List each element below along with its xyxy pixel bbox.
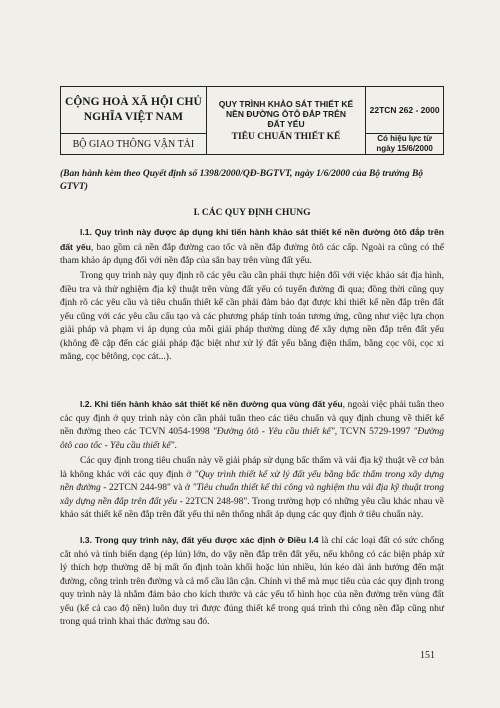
title-line3: ĐẤT YẾU [267,119,305,129]
paragraph-1-1 [60,226,444,269]
title-line2: NỀN ĐƯỜNG ÔTÔ ĐẮP TRÊN [226,109,346,119]
country-name [61,87,207,134]
clause-1-2-ref-b: "Đường ôtô cao tốc - Yêu cầu thiết kế" [60,427,444,451]
clause-1-2-lead: I.2. Khi tiến hành khảo sát thiết kế nền đường qua vùng đất yếu [80,399,343,409]
clause-1-3-text: là chỉ các loại đất có sức chống cắt nhỏ và tính biến dạng (ép lún) lớn, do vậy nền đắp trên đất yếu, nếu không có các biện pháp xử lý thích hợp thường dễ bị mất ổn định toàn khối hoặc lún nhiều, lún kéo dài ảnh hưởng đến mặt đường, công trình trên đường và cả mố cầu lân cận. Chính vì thế mà mục tiêu của các quy định trong quy trình này là nhằm đảm bảo cho kích thước và các yếu tố hình học của nền đường trên vùng đất yếu (kể cả cao độ nền) luôn duy trì được đúng thiết kế trong quá trình thi công nền đắp cũng như trong quá trình khai thác đường sau đó. [60,536,444,627]
header-table [60,86,444,155]
standard-type: TIÊU CHUẨN THIẾT KẾ [231,132,341,142]
standards-ref-b: "Tiêu chuẩn thiết kế thi công và nghiệm thu vải địa kỹ thuật trong xây dựng nền đắp trên đất yếu [60,483,444,507]
issuance-note: (Ban hành kèm theo Quyết định số 1398/2000/QĐ-BGTVT, ngày 1/6/2000 của Bộ trưởng Bộ GTVT) [60,169,424,192]
clause-1-1-text: , bao gồm cả nền đắp đường cao tốc và nền đắp đường ôtô các cấp. Ngoài ra cũng có thể tham khảo áp dụng đối với nền đắp của sân bay trên vùng đất yếu. [60,242,444,266]
clause-1-1-lead: I.1. Quy trình này được áp dụng khi tiến hành khảo sát thiết kế nền đường ôtô đắp trên đất yếu [60,227,444,252]
paragraph-1-3 [60,534,444,630]
effective-line2: ngày 15/6/2000 [376,144,433,153]
clause-1-3-lead: I.3. Trong quy trình này, đất yếu được xác định ở Điều I.4 [80,535,319,545]
standards-text-a: Các quy định trong tiêu chuẩn này về giải pháp sử dụng bấc thấm và vải địa kỹ thuật về cơ bản là không khác với các quy định ở [60,456,444,480]
country-name-line1: CỘNG HOÀ XÃ HỘI CHỦ [65,96,202,108]
clause-1-2-text-c: . [174,440,177,451]
standard-code: 22TCN 262 - 2000 [366,87,444,134]
title-line1: QUY TRÌNH KHẢO SÁT THIẾT KẾ [218,99,354,109]
standards-ref-a: "Quy trình thiết kế xử lý đất yếu bằng bấc thấm trong xây dựng nền đường [60,469,444,493]
effective-line1: Có hiệu lực từ [377,134,432,143]
clause-1-2-ref-a: "Đường ôtô - Yêu cầu thiết kế" [212,427,335,437]
paragraph-standards [60,455,444,523]
country-name-line2: NGHĨA VIỆT NAM [83,111,184,123]
standards-text-c: - 22TCN 248-98". Trong trường hợp có những yêu cầu khác nhau về khảo sát thiết kế nền đắp trên đất yếu thì nên thống nhất áp dụng các quy định ở tiêu chuẩn này. [60,496,444,520]
paragraph-scope: Trong quy trình này quy định rõ các yêu cầu cần phải thực hiện đối với việc khảo sát địa hình, điều tra và thử nghiệm địa kỹ thuật trên vùng đất yếu có tuyến đường đi qua; đồng thời cũng quy định rõ các yêu cầu và tiêu chuẩn thiết kế cần phải đảm bảo đạt được khi thiết kế nền đắp trên đất yếu cũng với các yêu cầu cấu tạo và các phương pháp tính toán tương ứng, cũng như việc lựa chọn giải pháp và phạm vi áp dụng của mỗi giải pháp thường dùng để xây dựng nền đắp trên đất yếu (không đề cập đến các giải pháp đặc biệt như xử lý đất yếu bằng điện thấm, bằng cọc vôi, cọc xi măng, cọc bêtông, cọc cát...). [60,271,444,362]
clause-1-2-text-a: , ngoài việc phải tuân theo các quy định ở quy trình này còn cần phải tuân theo các tiêu chuẩn và quy định chung về thiết kế nền đường theo các TCVN 4054-1998 [60,400,445,437]
effective-date [366,134,444,155]
paragraph-1-2 [60,398,444,453]
standards-text-b: - 22TCN 244-98" và ở [100,483,193,493]
section-heading: I. CÁC QUY ĐỊNH CHUNG [193,208,311,218]
page-number: 151 [420,650,435,661]
document-title [206,87,365,155]
clause-1-2-text-b: , TCVN 5729-1997 [334,427,414,437]
ministry-name: BỘ GIAO THÔNG VẬN TẢI [61,134,207,155]
